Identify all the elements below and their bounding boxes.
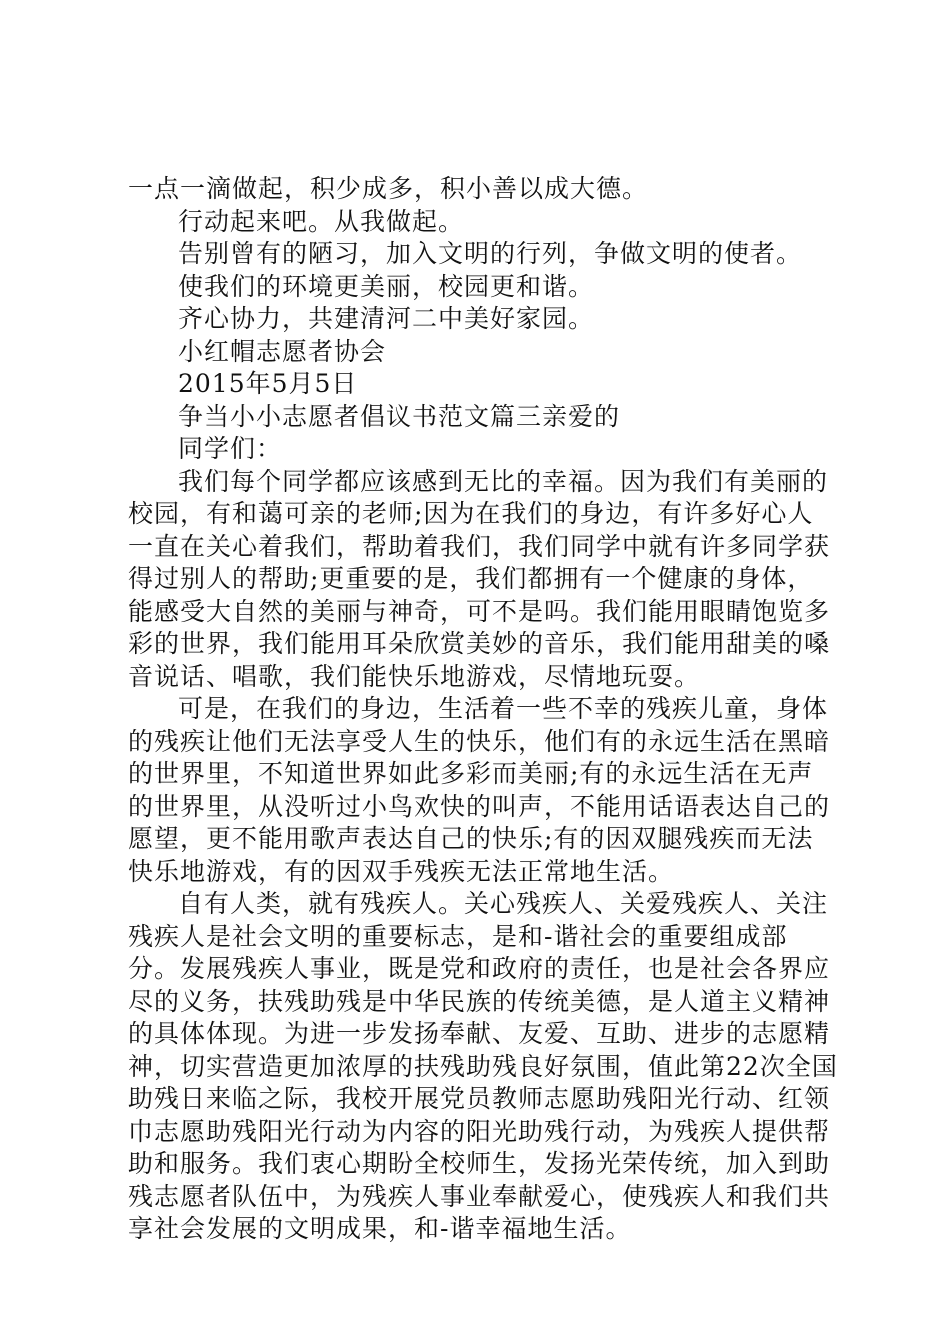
paragraph-happiness: 我们每个同学都应该感到无比的幸福。因为我们有美丽的校园，有和蔼可亲的老师;因为在我们的身边，有许多好心人一直在关心着我们，帮助着我们，我们同学中就有许多同学获得过别人的帮助;更重要的是，我们都拥有一个健康的身体，能感受大自然的美丽与神奇，可不是吗。我们能用眼睛饱览多彩的世界，我们能用耳朵欣赏美妙的音乐，我们能用甜美的嗓音说话、唱歌，我们能快乐地游戏，尽情地玩耍。 [128,466,831,691]
document-body [128,173,838,1246]
line-farewell-habits: 告别曾有的陋习，加入文明的行列，争做文明的使者。 [178,239,803,268]
line-build-home: 齐心协力，共建清河二中美好家园。 [178,304,595,333]
paragraph-help-disabled: 自有人类，就有残疾人。关心残疾人、关爱残疾人、关注残疾人是社会文明的重要标志，是和-谐社会的重要组成部分。发展残疾人事业，既是党和政府的责任，也是社会各界应尽的义务，扶残助残是中华民族的传统美德，是人道主义精神的具体体现。为进一步发扬奉献、友爱、互助、进步的志愿精神，切实营造更加浓厚的扶残助残良好氛围，值此第22次全国助残日来临之际，我校开展党员教师志愿助残阳光行动、红领巾志愿助残阳光行动为内容的阳光助残行动，为残疾人提供帮助和服务。我们衷心期盼全校师生，发扬光荣传统，加入到助残志愿者队伍中，为残疾人事业奉献爱心，使残疾人和我们共享社会发展的文明成果，和-谐幸福地生活。 [128,889,838,1243]
paragraph-disabled-children: 可是，在我们的身边，生活着一些不幸的残疾儿童，身体的残疾让他们无法享受人生的快乐，他们有的永远生活在黑暗的世界里，不知道世界如此多彩而美丽;有的永远生活在无声的世界里，从没听过小鸟欢快的叫声，不能用话语表达自己的愿望，更不能用歌声表达自己的快乐;有的因双腿残疾而无法快乐地游戏，有的因双手残疾无法正常地生活。 [128,694,831,886]
line-call-to-action: 行动起来吧。从我做起。 [178,206,465,236]
signature-organization: 小红帽志愿者协会 [178,336,387,366]
salutation: 同学们： [178,434,283,463]
signature-date: 2015年5月5日 [178,369,358,398]
section-heading: 争当小小志愿者倡议书范文篇三亲爱的 [178,401,621,431]
continuation-line: 一点一滴做起，积少成多，积小善以成大德。 [128,174,649,203]
line-environment: 使我们的环境更美丽，校园更和谐。 [178,271,595,301]
